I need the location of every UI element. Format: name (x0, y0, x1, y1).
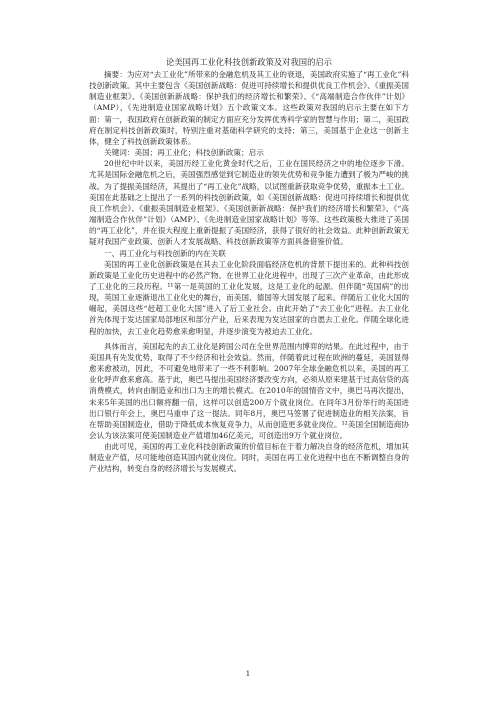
body-paragraph-2: 具体而言，美国起先的去工业化是跨国公司在全世界范围内博弈的结果。在此过程中，由于美国具有先发优势，取得了不少经济和社会效益。然而，伴随着此过程在欧洲的蔓延，美国显得愈来愈被动，因此，不可避免地带来了一些不利影响。2007年全球金融危机以来，美国的再工业化呼声愈来愈高。基于此，奥巴马提出美国经济要改变方向，必须从原来建基于过高信贷的高消费模式，转向由制造业和出口为主的增长模式。在2010年的国情咨文中，奥巴马再次提出，未来5年美国的出口额将翻一倍，这样可以创造200万个就业岗位。在同年3月份举行的美国进出口银行年会上，奥巴马重申了这一提法。同年8月，奥巴马签署了促进制造业的相关法案，旨在帮助美国制造业，借助于降低成本恢复竞争力，从而创造更多就业岗位。¹²美国全国制造商协会认为该法案可使美国制造业产值增加46亿美元，可创造出9万个就业岗位。 (89, 341, 409, 440)
document-page (89, 56, 409, 475)
keywords-paragraph: 关键词：美国；再工业化；科技创新政策；启示 (104, 148, 264, 158)
abstract-paragraph: 摘要：为应对“去工业化”所带来的金融危机及其工业的衰退，美国政府实施了“再工业化”科技创新政策。其中主要包含《美国创新战略：促进可持续增长和提供优良工作机会》、《重振美国制造业框架》、《美国创新新战略：保护我们的经济增长和繁荣》、《“高端制造合作伙伴”计划》（AMP）、《先进制造业国家战略计划》五个政策文本。这些政策对我国的启示主要在如下方面：第一，我国政府在创新政策的制定方面应充分发挥优秀科学家的智慧与作用；第二，美国政府在制定科技创新政策时，特别注重对基础科学研究的支持；第三，美国基于企业这一创新主体，健全了科技创新政策体系。 (89, 70, 409, 146)
document-title: 论美国再工业化科技创新政策及对我国的启示 (166, 57, 332, 67)
body-paragraph-3: 由此可见，美国的再工业化科技创新政策的价值目标在于着力解决自身的经济危机，增加其制造业产值，尽可能地创造其国内就业岗位。同时，美国在再工业化进程中也在不断调整自身的产业结构，转变自身的经济增长与发展模式。 (89, 442, 409, 474)
body-paragraph-1: 美国的再工业化创新政策是在其去工业化阶段面临经济危机的背景下提出来的。此种科技创新政策是工业化历史进程中的必然产物。在世界工业化进程中，出现了三次产业革命，由此形成了工业化的三段历程。¹¹第一是英国的工业化发展，这是工业化的起源。但伴随“英国病”的出现，英国工业逐渐退出工业化史的舞台，而美国、德国等大国发展了起来。伴随后工业化大国的崛起，美国这些“赶超工业化大国”进入了后工业社会。由此开始了“去工业化”进程。去工业化首先体现于发达国家局部地区和部分产业，后来表现为发达国家的自愿去工业化。伴随全球化进程的加快，去工业化趋势愈来愈明显，并逐步演变为被迫去工业化。 (89, 259, 409, 336)
section-heading: 一、再工业化与科技创新的内在关联 (104, 248, 226, 258)
page-number: 1 (245, 670, 251, 678)
intro-paragraph: 20世纪中叶以来，美国历经工业化黄金时代之后，工业在国民经济之中的地位逐步下滑。尤其是国际金融危机之后，美国强烈感觉到它制造业的领先优势和竞争能力遭到了极为严峻的挑战。为了提振美国经济，其提出了“再工业化”战略，以试图重新获取竞争优势，重振本土工业。美国在此基础之上提出了一系列的科技创新政策，如《美国创新战略：促进可持续增长和提供优良工作机会》、《重振美国制造业框架》、《美国创新新战略：保护我们的经济增长和繁荣》、《“高端制造合作伙伴”计划》（AMP）、《先进制造业国家战略计划》等等。这些政策极大推进了美国的“再工业化”，并在很大程度上重新提振了美国经济，获得了很好的社会效益。此种创新政策无疑对我国产业政策、创新人才发展战略、科技创新政策等方面具备借鉴价值。 (89, 159, 409, 247)
